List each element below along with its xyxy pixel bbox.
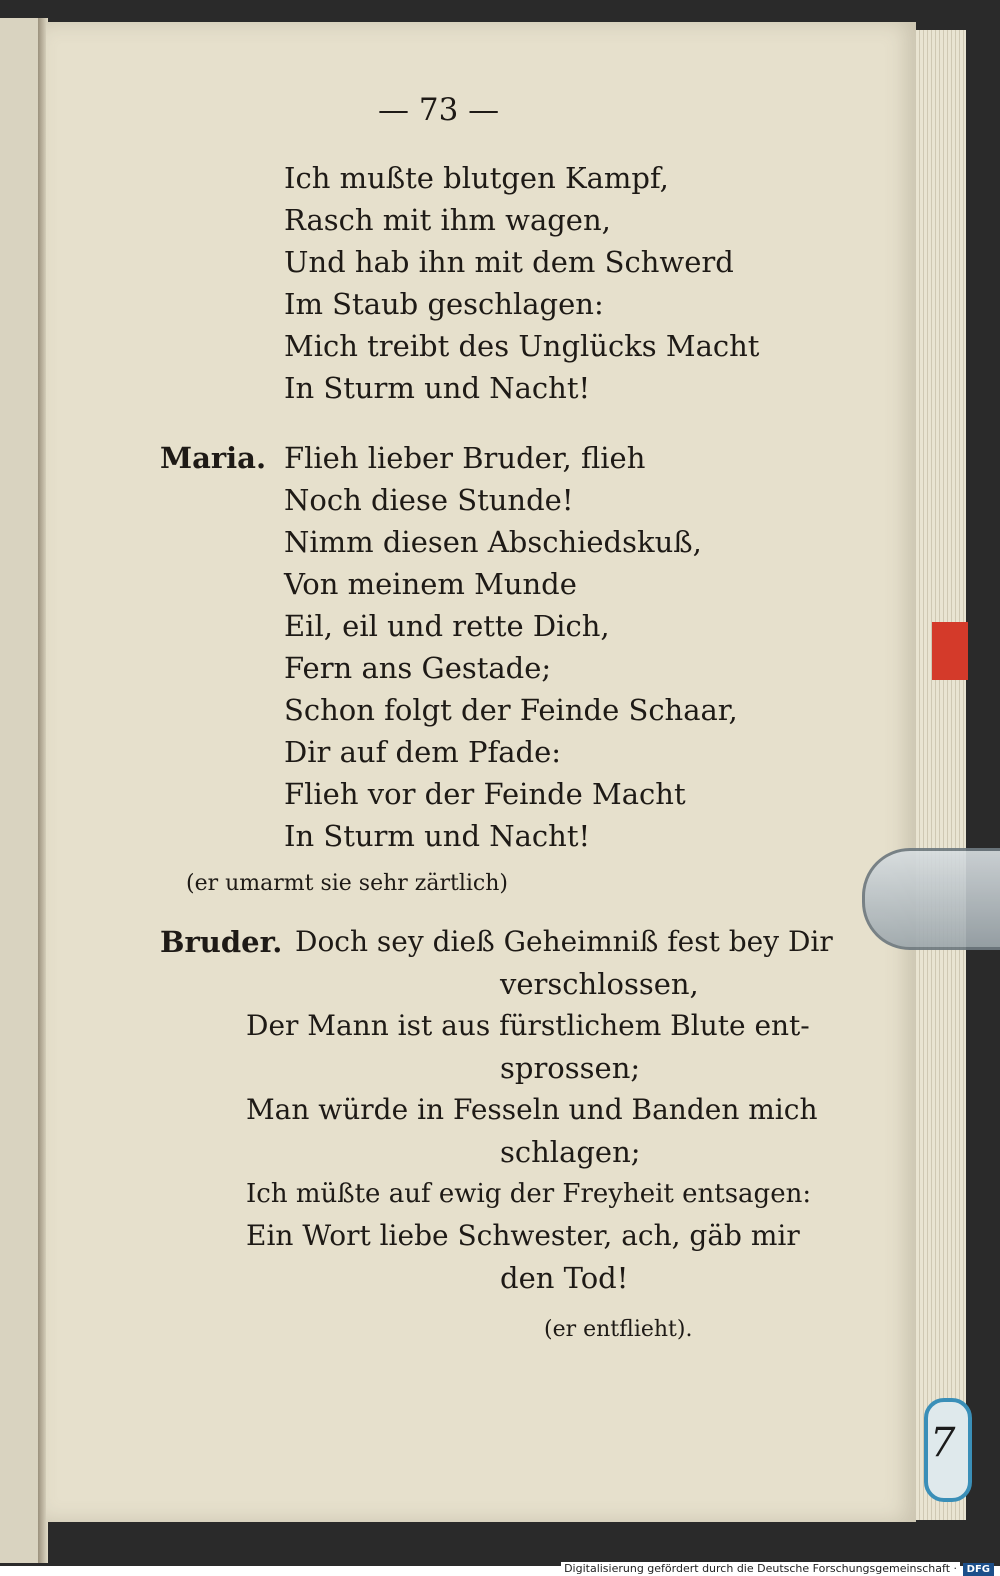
verse-line: Und hab ihn mit dem Schwerd: [284, 245, 734, 279]
verse-line: Fern ans Gestade;: [284, 651, 552, 685]
page-block-edges: [916, 30, 966, 1520]
verse-line: Man würde in Fesseln und Banden mich: [246, 1093, 818, 1126]
verse-line: Von meinem Munde: [284, 567, 577, 601]
verse-line: Rasch mit ihm wagen,: [284, 203, 611, 237]
verse-line: Nimm diesen Abschiedskuß,: [284, 525, 702, 559]
previous-page-edge: [0, 18, 40, 1563]
verse-line: Doch sey dieß Geheimniß fest bey Dir: [295, 925, 833, 958]
page-number: — 73 —: [378, 92, 500, 128]
verse-line: Flieh vor der Feinde Macht: [284, 777, 686, 811]
stage-direction: (er entflieht).: [544, 1317, 693, 1342]
stage-direction: (er umarmt sie sehr zärtlich): [186, 871, 509, 896]
verse-line: Dir auf dem Pfade:: [284, 735, 562, 769]
verse-line: Ich müßte auf ewig der Freyheit entsagen:: [246, 1179, 812, 1209]
verse-line: verschlossen,: [500, 967, 699, 1001]
verse-line: Ein Wort liebe Schwester, ach, gäb mir: [246, 1219, 800, 1252]
verse-line: schlagen;: [500, 1135, 641, 1169]
verse-line: In Sturm und Nacht!: [284, 819, 591, 853]
verse-line: Schon folgt der Feinde Schaar,: [284, 693, 738, 727]
verse-line: Ich mußte blutgen Kampf,: [284, 161, 669, 195]
verse-line: Der Mann ist aus fürstlichem Blute ent-: [246, 1009, 810, 1042]
verse-line: sprossen;: [500, 1051, 641, 1085]
verse-line: In Sturm und Nacht!: [284, 371, 591, 405]
seal-mark: 7: [930, 1420, 956, 1466]
red-marker-tab: [932, 622, 968, 680]
verse-line: Mich treibt des Unglücks Macht: [284, 329, 760, 363]
speaker-bruder: Bruder.: [160, 925, 283, 959]
verse-line: den Tod!: [500, 1261, 629, 1295]
speaker-maria: Maria.: [160, 441, 267, 475]
verse-line: Eil, eil und rette Dich,: [284, 609, 610, 643]
funding-notice: Digitalisierung gefördert durch die Deutsche Forschungsgemeinschaft ·: [561, 1562, 960, 1576]
verse-line: Im Staub geschlagen:: [284, 287, 604, 321]
verse-line: Noch diese Stunde!: [284, 483, 574, 517]
verse-line: Flieh lieber Bruder, flieh: [284, 441, 646, 475]
page-clip: [862, 848, 1000, 950]
dfg-logo: DFG: [963, 1563, 994, 1576]
